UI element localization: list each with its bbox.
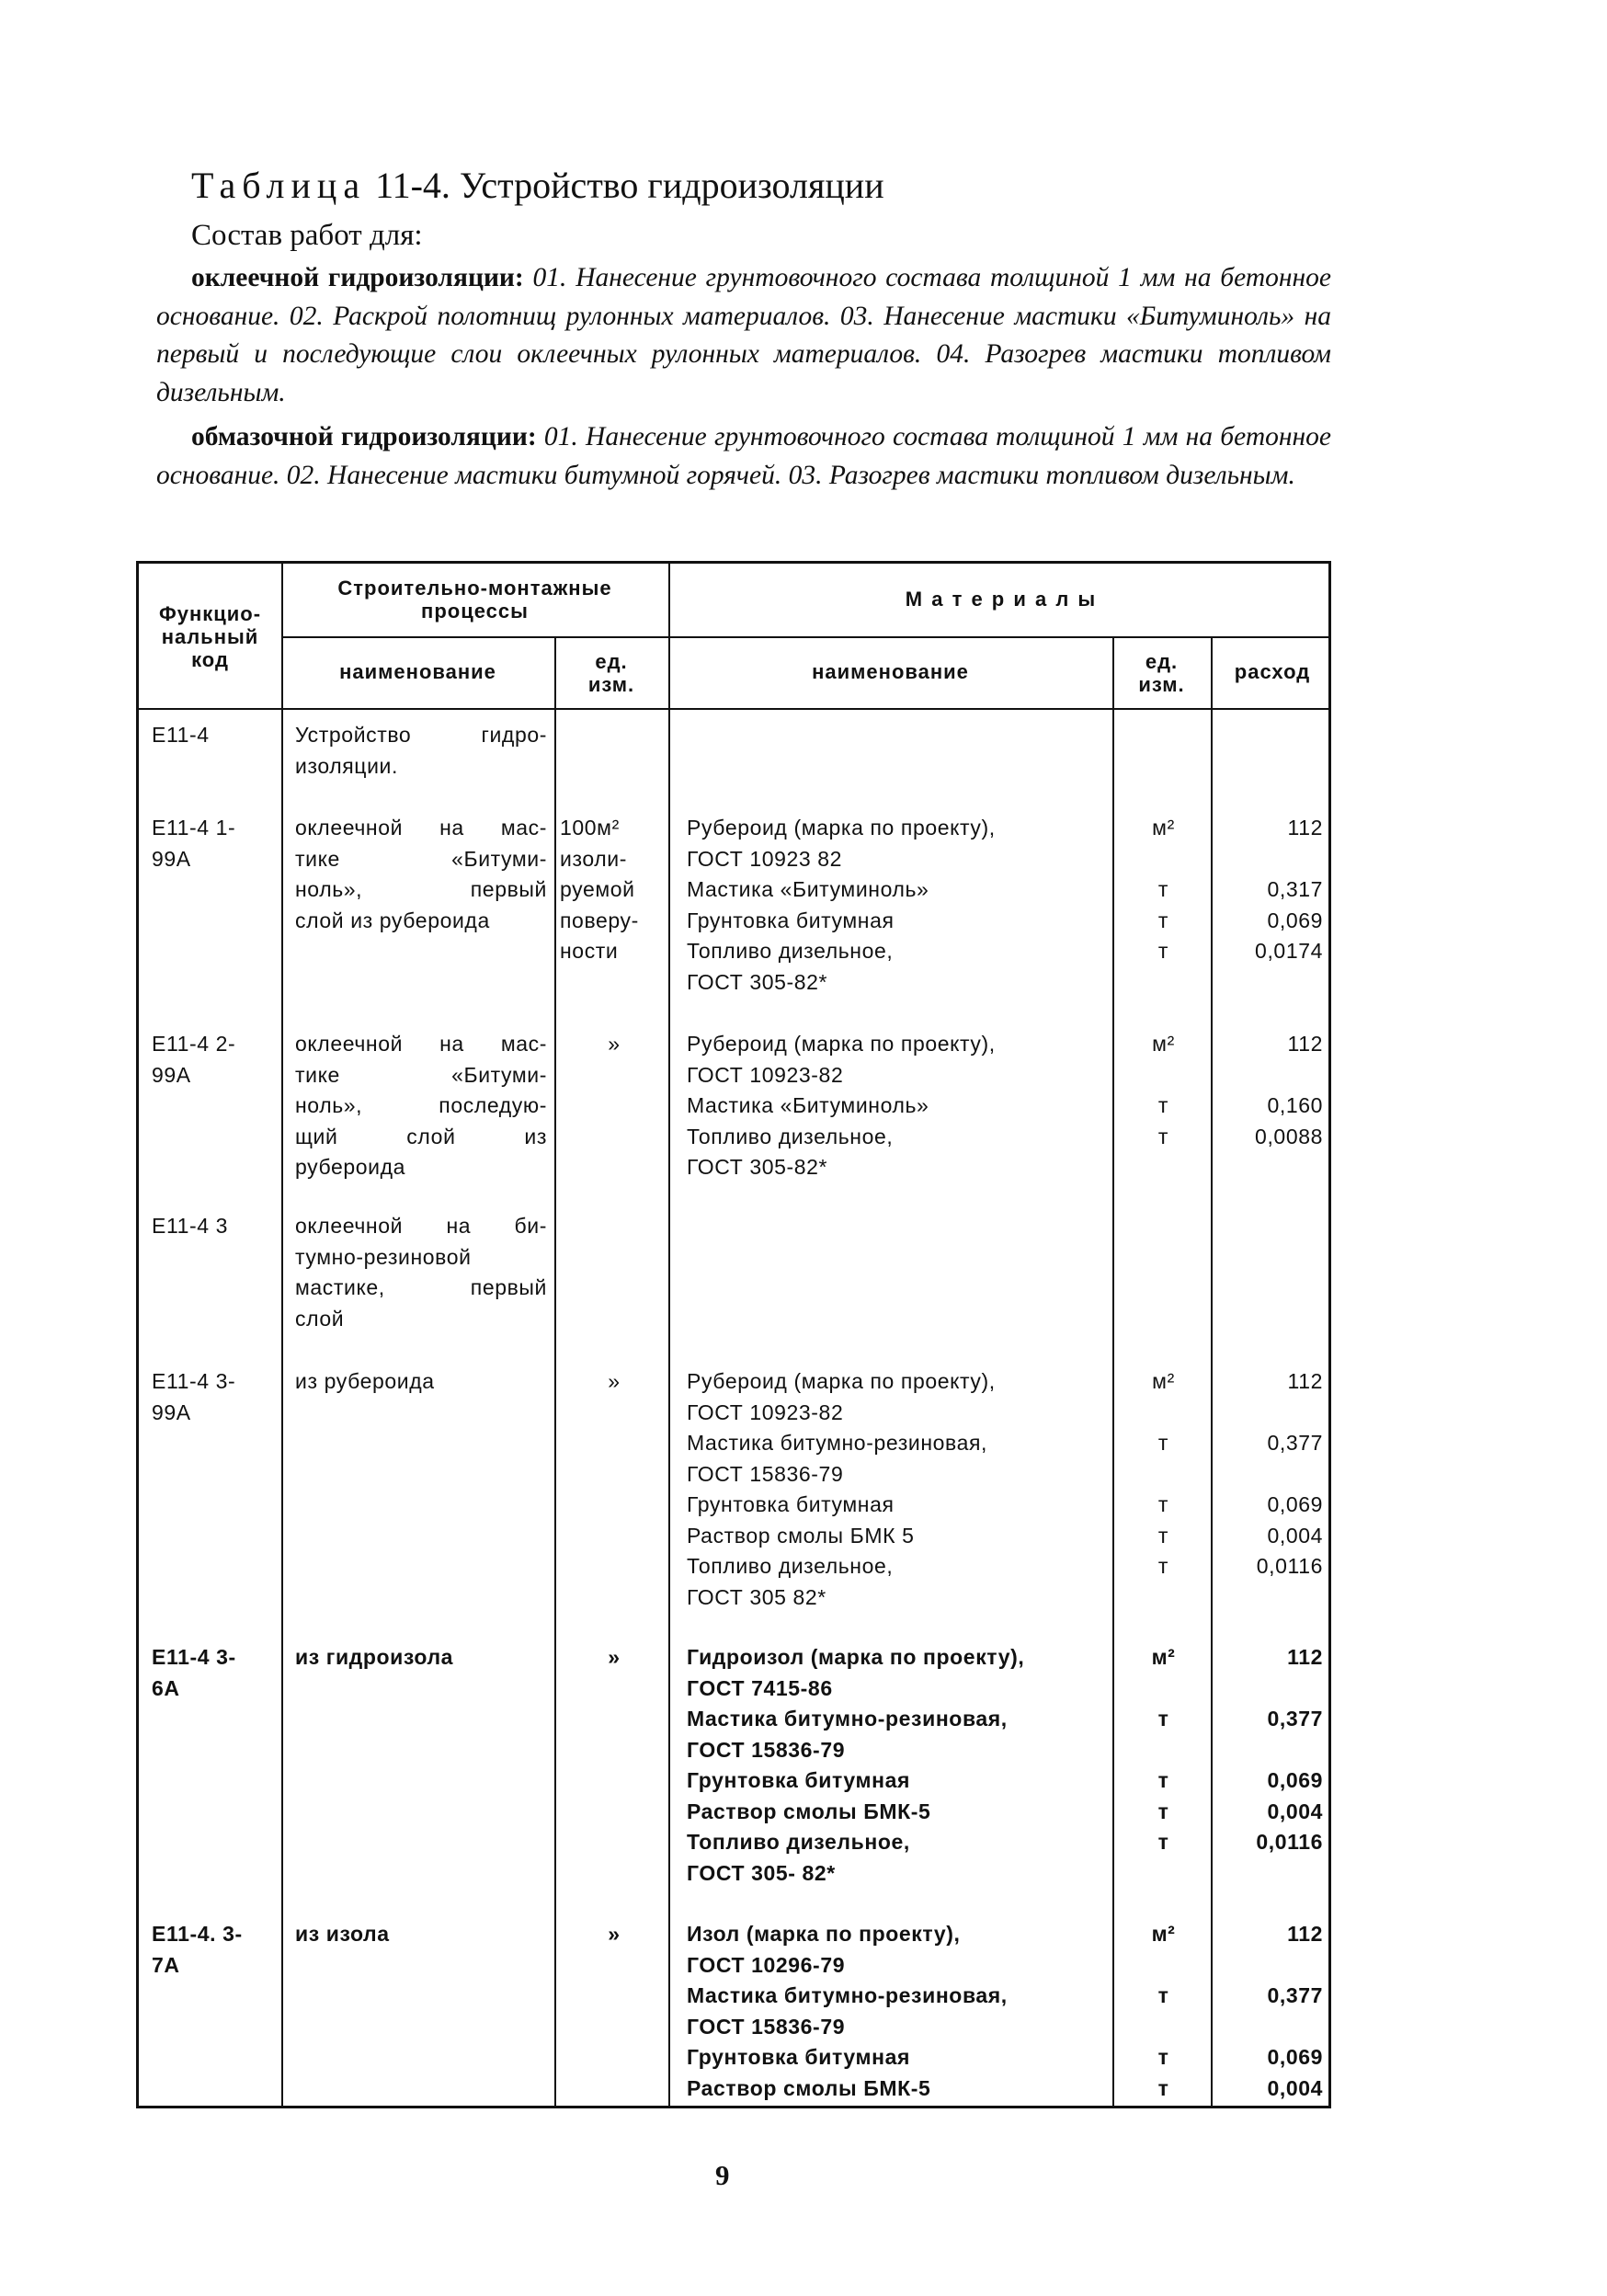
- material-line: ГОСТ 305- 82*: [687, 1860, 836, 1885]
- material-line: ГОСТ 10296-79: [687, 1952, 846, 1977]
- material-name: [687, 1797, 1165, 1828]
- material-line: Рубероид (марка по проекту),: [687, 816, 996, 840]
- unit-line: »: [608, 1032, 621, 1056]
- process-line: слой из рубероида: [295, 908, 490, 932]
- material-line: Изол (марка по проекту),: [687, 1922, 961, 1946]
- material-line: Грунтовка битумная: [687, 908, 895, 932]
- divider: [554, 637, 556, 2106]
- process-name-cell: [295, 1029, 547, 1183]
- material-unit: т: [1157, 1983, 1169, 2007]
- process-line: оклеечной на мас-: [295, 1032, 547, 1056]
- code-cell: [152, 1366, 276, 1428]
- material-line: Раствор смолы БМК-5: [687, 2075, 931, 2100]
- process-unit-cell: [560, 1366, 668, 1398]
- material-unit: т: [1157, 2045, 1169, 2069]
- code-line: 7A: [152, 1952, 180, 1977]
- material-rate: 0,004: [1267, 1799, 1323, 1823]
- divider: [139, 708, 1328, 710]
- unit-line: поверу-: [560, 908, 639, 932]
- page-title: [191, 164, 884, 207]
- unit-line: »: [608, 1369, 621, 1393]
- material-name: [687, 1765, 1165, 1797]
- header-line: ед.: [595, 650, 628, 673]
- material-name: [687, 874, 1165, 906]
- process-line: оклеечной на би-: [295, 1214, 547, 1238]
- code-cell: [152, 1642, 276, 1704]
- material-rate: 0,160: [1267, 1093, 1323, 1117]
- process-name-cell: [295, 1211, 547, 1334]
- code-line: 99A: [152, 1062, 191, 1087]
- material-rate: 0,069: [1267, 1492, 1323, 1516]
- page-number: 9: [715, 2159, 730, 2191]
- header-proc-name: наименование: [339, 660, 496, 683]
- header-code: [139, 602, 281, 671]
- code-cell: [152, 813, 276, 874]
- material-unit: т: [1157, 1799, 1169, 1823]
- process-name-cell: [295, 720, 547, 782]
- process-unit-cell: [560, 1029, 668, 1060]
- work-description-coating: [156, 418, 1331, 495]
- material-name: [687, 936, 1165, 998]
- header-line: нальный: [161, 625, 259, 648]
- code-line: 99A: [152, 1399, 191, 1424]
- material-line: Грунтовка битумная: [687, 1768, 911, 1792]
- title-prefix: Таблица: [191, 165, 367, 206]
- material-rate: 0,377: [1267, 1707, 1323, 1731]
- material-line: ГОСТ 15836-79: [687, 1737, 846, 1762]
- header-line: процессы: [421, 600, 529, 623]
- header-line: изм.: [1138, 673, 1185, 696]
- header-proc-unit: [554, 650, 668, 696]
- material-name: [687, 1521, 1165, 1552]
- material-line: ГОСТ 305-82*: [687, 1155, 828, 1179]
- process-name-cell: [295, 1366, 547, 1398]
- process-line: из изола: [295, 1922, 390, 1946]
- process-unit-cell: [560, 813, 668, 967]
- divider: [668, 564, 670, 2106]
- material-line: ГОСТ 10923-82: [687, 1399, 844, 1424]
- material-rate: 112: [1287, 1369, 1323, 1393]
- para-text: 01. Нанесение грунтовочного состава толщиной 1 мм на бетонное основание. 02. Раскрой полотнищ рулонных материалов. 03. Нанесение мастики «Битуминоль» на первый и последующие слои оклеечных рулонных материалов. 04. Разогрев мастики топливом дизельным.: [156, 263, 1331, 407]
- unit-line: »: [608, 1922, 621, 1946]
- unit-line: изоли-: [560, 846, 627, 871]
- material-rate: 0,069: [1267, 1768, 1323, 1792]
- process-line: слой: [295, 1306, 345, 1331]
- material-line: Гидроизол (марка по проекту),: [687, 1645, 1025, 1669]
- material-line: Раствор смолы БМК-5: [687, 1799, 931, 1823]
- header-line: Функцио-: [158, 602, 262, 625]
- material-name: [687, 906, 1165, 937]
- material-line: ГОСТ 305-82*: [687, 969, 828, 994]
- code-line: E11-4 3-: [152, 1369, 236, 1393]
- code-line: 99A: [152, 846, 191, 871]
- para-text: 01. Нанесение грунтовочного состава толщиной 1 мм на бетонное основание. 02. Нанесение мастики битумной горячей. 03. Разогрев мастики топливом дизельным.: [156, 422, 1331, 490]
- material-rate: 112: [1287, 1032, 1323, 1056]
- material-line: Мастика битумно-резиновая,: [687, 1707, 1008, 1731]
- material-unit: т: [1157, 1093, 1169, 1117]
- material-line: Мастика битумно-резиновая,: [687, 1431, 988, 1455]
- process-line: оклеечной на мас-: [295, 816, 547, 840]
- material-line: Мастика битумно-резиновая,: [687, 1983, 1008, 2007]
- process-name-cell: [295, 1919, 547, 1950]
- material-name: [687, 1827, 1165, 1889]
- material-line: Раствор смолы БМК 5: [687, 1523, 915, 1548]
- material-unit: м²: [1152, 1032, 1175, 1056]
- process-line: мастике, первый: [295, 1275, 547, 1299]
- material-unit: м²: [1151, 1645, 1176, 1669]
- code-line: E11-4. 3-: [152, 1922, 243, 1946]
- material-line: Рубероид (марка по проекту),: [687, 1369, 996, 1393]
- material-unit: т: [1157, 2075, 1169, 2100]
- material-unit: т: [1157, 1554, 1169, 1578]
- material-line: Грунтовка битумная: [687, 1492, 895, 1516]
- material-rate: 0,377: [1267, 1983, 1323, 2007]
- material-name: [687, 1642, 1165, 1704]
- material-unit: т: [1157, 1523, 1169, 1548]
- material-line: Топливо дизельное,: [687, 939, 894, 963]
- header-mat-unit: [1112, 650, 1211, 696]
- material-line: ГОСТ 15836-79: [687, 2014, 846, 2039]
- material-line: Мастика «Битуминоль»: [687, 877, 929, 901]
- divider: [281, 564, 283, 2106]
- material-name: [687, 1122, 1165, 1183]
- unit-line: 100м²: [560, 816, 620, 840]
- header-line: Строительно-монтажные: [337, 577, 612, 600]
- material-name: [687, 2073, 1165, 2105]
- material-line: Рубероид (марка по проекту),: [687, 1032, 996, 1056]
- material-rate: 112: [1287, 816, 1323, 840]
- code-cell: [152, 1211, 276, 1242]
- material-line: Мастика «Битуминоль»: [687, 1093, 929, 1117]
- material-unit: т: [1157, 1830, 1169, 1854]
- header-materials: М а т е р и а л ы: [905, 588, 1098, 611]
- process-line: тике «Битуми-: [295, 846, 547, 871]
- code-line: E11-4 1-: [152, 816, 236, 840]
- code-line: E11-4 2-: [152, 1032, 236, 1056]
- material-rate: 0,004: [1267, 2075, 1323, 2100]
- material-unit: т: [1157, 877, 1169, 901]
- material-rate: 112: [1287, 1645, 1323, 1669]
- code-cell: [152, 1029, 276, 1091]
- para-label: обмазочной гидроизоляции:: [191, 422, 537, 451]
- material-rate: 0,069: [1267, 908, 1323, 932]
- process-line: ноль», первый: [295, 877, 547, 901]
- material-line: ГОСТ 10923 82: [687, 846, 843, 871]
- material-rate: 0,0116: [1256, 1554, 1323, 1578]
- material-line: Топливо дизельное,: [687, 1554, 894, 1578]
- material-unit: м²: [1152, 1369, 1175, 1393]
- material-unit: т: [1157, 908, 1169, 932]
- material-name: [687, 1029, 1165, 1091]
- material-unit: т: [1157, 1431, 1169, 1455]
- unit-line: ности: [560, 939, 619, 963]
- header-line: ед.: [1145, 650, 1179, 673]
- material-rate: 0,377: [1267, 1431, 1323, 1455]
- material-name: [687, 1704, 1165, 1765]
- header-mat-name: наименование: [812, 660, 969, 683]
- material-unit: т: [1157, 1124, 1169, 1148]
- code-line: E11-4 3-: [152, 1645, 236, 1669]
- material-unit: т: [1157, 1768, 1169, 1792]
- material-rate: 112: [1287, 1922, 1323, 1946]
- para-label: оклеечной гидроизоляции:: [191, 263, 524, 292]
- material-rate: 0,0088: [1255, 1124, 1323, 1148]
- process-line: из рубероида: [295, 1369, 435, 1393]
- material-name: [687, 1490, 1165, 1521]
- title-text: 11-4. Устройство гидроизоляции: [366, 165, 884, 206]
- code-line: E11-4: [152, 723, 210, 747]
- process-line: изоляции.: [295, 753, 398, 778]
- material-name: [687, 1981, 1165, 2042]
- process-line: тике «Битуми-: [295, 1062, 547, 1087]
- code-line: 6A: [152, 1675, 180, 1700]
- work-description-gluing: [156, 259, 1331, 412]
- process-name-cell: [295, 1642, 547, 1673]
- process-unit-cell: [560, 1642, 668, 1673]
- subtitle: Состав работ для:: [191, 219, 423, 252]
- unit-line: руемой: [560, 877, 635, 901]
- header-mat-rate: расход: [1234, 660, 1311, 683]
- material-unit: т: [1157, 939, 1169, 963]
- divider: [281, 636, 1328, 638]
- material-rate: 0,004: [1267, 1523, 1323, 1548]
- material-line: ГОСТ 305 82*: [687, 1584, 826, 1609]
- process-unit-cell: [560, 1919, 668, 1950]
- material-unit: м²: [1152, 816, 1175, 840]
- material-rate: 0,0174: [1255, 939, 1323, 963]
- material-rate: 0,069: [1267, 2045, 1323, 2069]
- material-line: Грунтовка битумная: [687, 2045, 911, 2069]
- process-line: тумно-резиновой: [295, 1244, 472, 1269]
- material-name: [687, 1091, 1165, 1122]
- process-line: Устройство гидро-: [295, 723, 547, 747]
- material-name: [687, 813, 1165, 874]
- code-cell: [152, 720, 276, 751]
- unit-line: »: [608, 1645, 621, 1669]
- process-line: рубероида: [295, 1155, 406, 1179]
- material-name: [687, 2042, 1165, 2073]
- material-unit: м²: [1151, 1922, 1176, 1946]
- material-unit: т: [1157, 1492, 1169, 1516]
- process-line: из гидроизола: [295, 1645, 454, 1669]
- material-line: Топливо дизельное,: [687, 1830, 910, 1854]
- material-line: ГОСТ 15836-79: [687, 1461, 844, 1486]
- process-line: щий слой из: [295, 1124, 547, 1148]
- material-rate: 0,317: [1267, 877, 1323, 901]
- material-name: [687, 1551, 1165, 1613]
- header-line: изм.: [587, 673, 635, 696]
- material-unit: т: [1157, 1707, 1169, 1731]
- material-rate: 0,0116: [1256, 1830, 1323, 1854]
- material-line: Топливо дизельное,: [687, 1124, 894, 1148]
- material-name: [687, 1428, 1165, 1490]
- header-line: код: [191, 648, 229, 671]
- code-cell: [152, 1919, 276, 1981]
- header-processes: [281, 577, 668, 623]
- material-line: ГОСТ 7415-86: [687, 1675, 833, 1700]
- process-line: ноль», последую-: [295, 1093, 547, 1117]
- code-line: E11-4 3: [152, 1214, 229, 1238]
- material-line: ГОСТ 10923-82: [687, 1062, 844, 1087]
- material-name: [687, 1919, 1165, 1981]
- material-name: [687, 1366, 1165, 1428]
- process-name-cell: [295, 813, 547, 936]
- materials-table: [136, 561, 1331, 2108]
